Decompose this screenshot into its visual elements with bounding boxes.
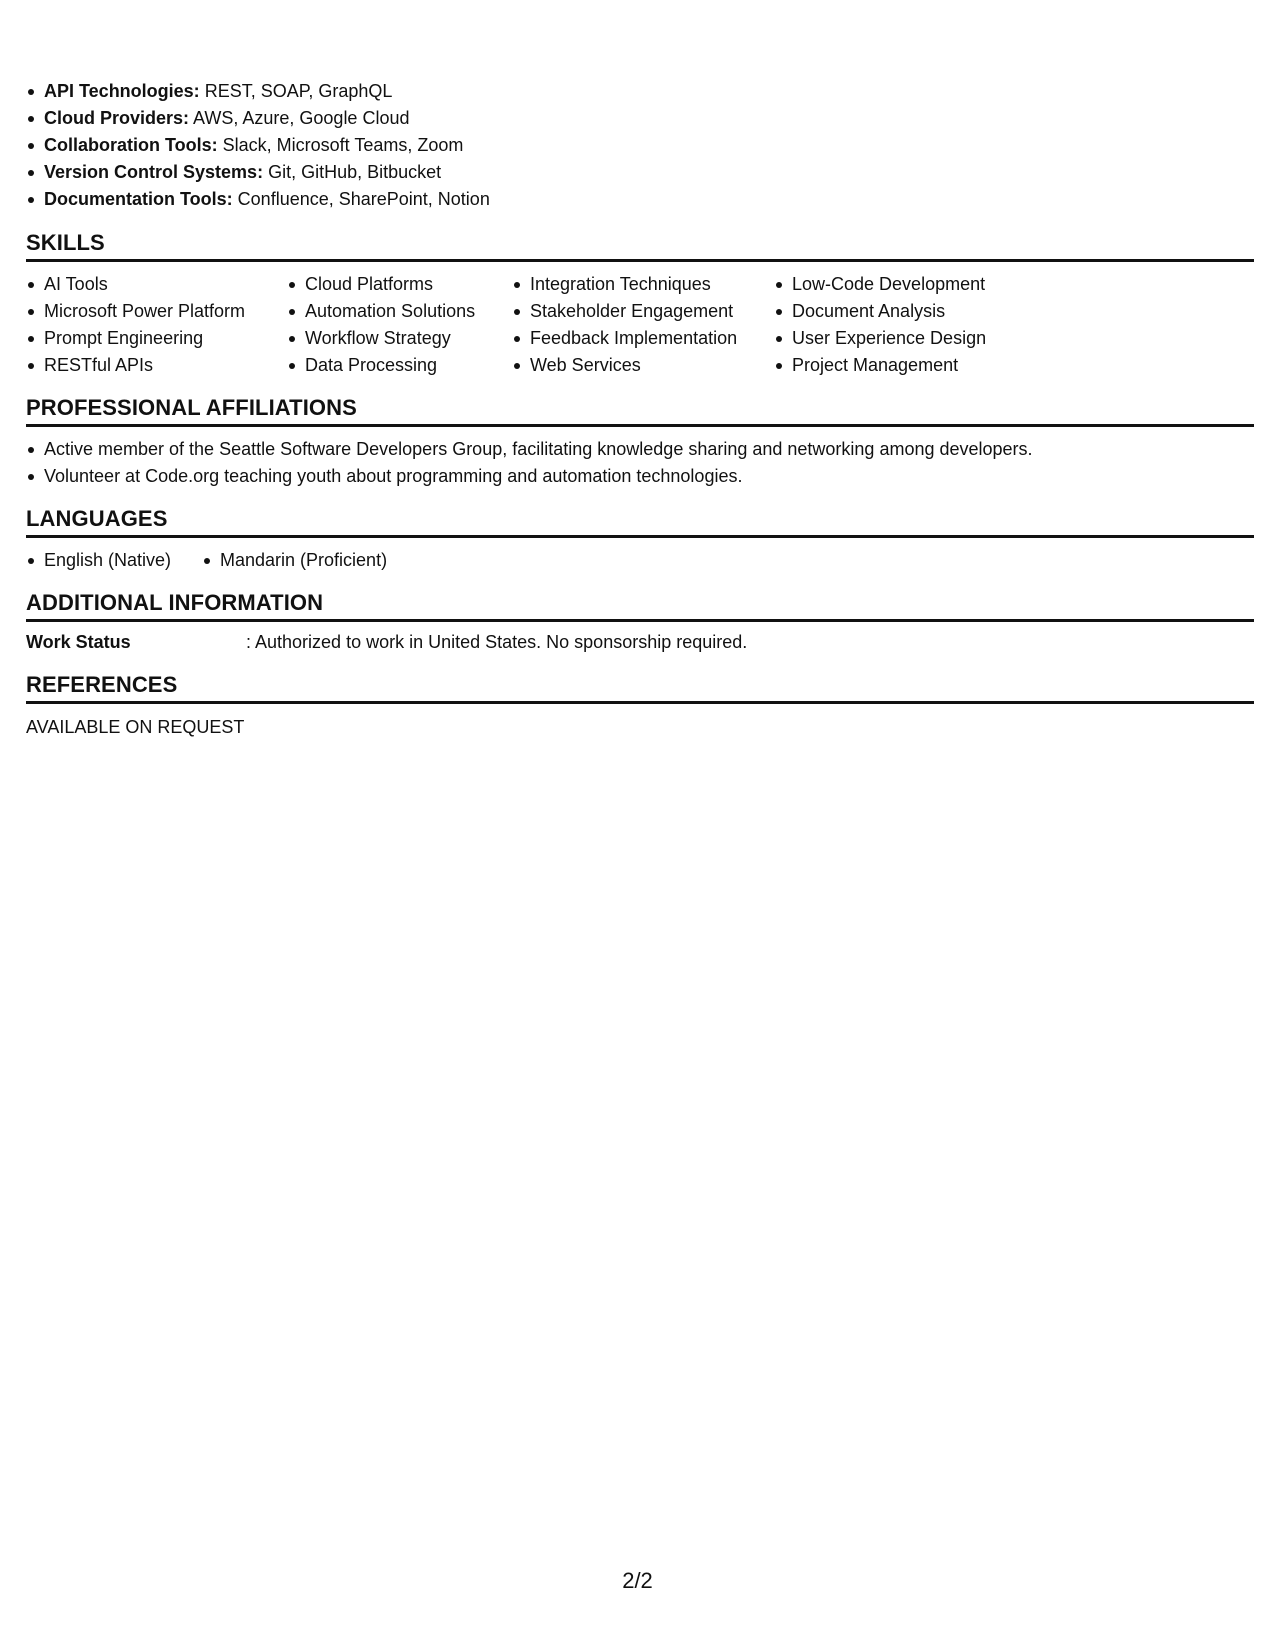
skill-item: Low-Code Development <box>774 271 1034 298</box>
skill-item: Feedback Implementation <box>512 325 774 352</box>
skill-item: Cloud Platforms <box>287 271 512 298</box>
affiliation-item: Active member of the Seattle Software Developers Group, facilitating knowledge sharing and networking among developers. <box>26 436 1033 463</box>
work-status-label: Work Status <box>26 632 131 652</box>
tech-label: Cloud Providers: <box>44 108 190 128</box>
work-status-row <box>26 629 747 656</box>
tech-value: REST, SOAP, GraphQL <box>199 81 393 101</box>
skill-item: Data Processing <box>287 352 512 379</box>
tech-label: Version Control Systems: <box>44 162 264 182</box>
list-item <box>26 186 490 213</box>
skill-item: Web Services <box>512 352 774 379</box>
skill-item: User Experience Design <box>774 325 1034 352</box>
tech-value: Confluence, SharePoint, Notion <box>232 189 490 209</box>
skills-grid <box>26 271 1034 379</box>
tech-label: API Technologies: <box>44 81 200 101</box>
tech-value: Git, GitHub, Bitbucket <box>263 162 442 182</box>
skills-heading: SKILLS <box>26 229 1254 262</box>
skills-column <box>512 271 774 379</box>
references-heading: REFERENCES <box>26 671 1254 704</box>
work-status-value: : Authorized to work in United States. No sponsorship required. <box>246 632 748 652</box>
affiliations-heading: PROFESSIONAL AFFILIATIONS <box>26 394 1254 427</box>
page-number: 2/2 <box>622 1568 653 1593</box>
additional-info-heading: ADDITIONAL INFORMATION <box>26 589 1254 622</box>
skill-item: Document Analysis <box>774 298 1034 325</box>
skill-item: Automation Solutions <box>287 298 512 325</box>
skill-item: Project Management <box>774 352 1034 379</box>
skill-item: RESTful APIs <box>26 352 287 379</box>
skill-item: Stakeholder Engagement <box>512 298 774 325</box>
list-item <box>26 159 490 186</box>
language-item: Mandarin (Proficient) <box>202 547 387 574</box>
languages-list <box>26 547 387 574</box>
list-item <box>26 78 490 105</box>
skill-item: Workflow Strategy <box>287 325 512 352</box>
skill-item: Prompt Engineering <box>26 325 287 352</box>
tech-label: Documentation Tools: <box>44 189 233 209</box>
skills-column <box>774 271 1034 379</box>
skills-column <box>26 271 287 379</box>
affiliation-item: Volunteer at Code.org teaching youth about programming and automation technologies. <box>26 463 1033 490</box>
affiliations-list <box>26 436 1033 490</box>
skills-column <box>287 271 512 379</box>
technologies-list <box>26 78 490 213</box>
skill-item: Integration Techniques <box>512 271 774 298</box>
language-item: English (Native) <box>26 547 202 574</box>
tech-value: AWS, Azure, Google Cloud <box>189 108 410 128</box>
tech-value: Slack, Microsoft Teams, Zoom <box>217 135 464 155</box>
list-item <box>26 132 490 159</box>
skill-item: Microsoft Power Platform <box>26 298 287 325</box>
references-text: AVAILABLE ON REQUEST <box>26 717 245 737</box>
tech-label: Collaboration Tools: <box>44 135 218 155</box>
skill-item: AI Tools <box>26 271 287 298</box>
list-item <box>26 105 490 132</box>
languages-heading: LANGUAGES <box>26 505 1254 538</box>
